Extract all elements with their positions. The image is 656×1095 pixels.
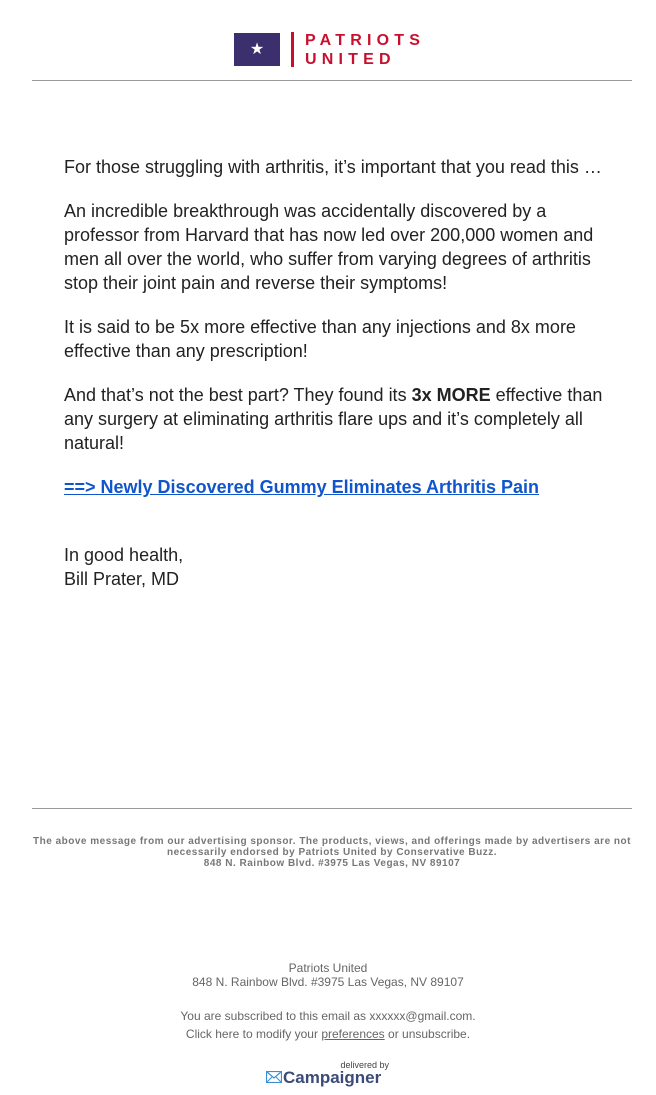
logo-divider: [291, 32, 294, 67]
modify-text-1: Click here to modify your: [185, 1027, 322, 1041]
campaigner-badge[interactable]: [265, 1060, 391, 1088]
disclaimer-address: 848 N. Rainbow Blvd. #3975 Las Vegas, NV 89107: [203, 858, 461, 869]
footer-divider: [32, 808, 632, 809]
patriots-united-logo[interactable]: [234, 32, 438, 68]
flag-block: [234, 33, 280, 66]
signature: [64, 543, 604, 591]
campaigner-logo-text: Campaigner: [283, 1068, 382, 1087]
cta-link[interactable]: ==> Newly Discovered Gummy Eliminates Arthritis Pain: [64, 477, 540, 497]
cta-paragraph: [64, 475, 604, 499]
email-footer: [0, 961, 656, 1041]
signature-name: Bill Prater, MD: [64, 569, 180, 589]
star-icon: ★: [249, 41, 265, 58]
best-part-bold: 3x MORE: [411, 385, 491, 405]
paragraph-effectiveness: It is said to be 5x more effective than any injections and 8x more effective than any prescription!: [64, 317, 576, 361]
sponsor-disclaimer: [32, 836, 632, 869]
footer-modify: [0, 1027, 656, 1041]
delivered-by-label: delivered by: [340, 1060, 389, 1070]
best-part-text-2: effective than any surgery at eliminating arthritis flare ups and it’s completely all natural!: [64, 385, 603, 453]
footer-org: Patriots United: [288, 961, 368, 975]
signature-greeting: In good health,: [64, 545, 184, 565]
modify-text-2: or unsubscribe.: [384, 1027, 471, 1041]
best-part-text-1: And that’s not the best part? They found its: [64, 385, 412, 405]
preferences-link[interactable]: preferences: [321, 1027, 385, 1041]
disclaimer-text: The above message from our advertising sponsor. The products, views, and offerings made by advertisers are not necessarily endorsed by Patriots United by Conservative Buzz.: [33, 836, 631, 858]
email-body: [64, 155, 604, 591]
envelope-icon: [266, 1071, 282, 1083]
paragraph-breakthrough: An incredible breakthrough was accidentally discovered by a professor from Harvard that has now led over 200,000 women and men all over the world, who suffer from varying degrees of arthritis stop their joint pain and reverse their symptoms!: [64, 201, 594, 293]
footer-subscribed: You are subscribed to this email as xxxxxx@gmail.com.: [180, 1009, 476, 1023]
logo-line-2: UNITED: [305, 51, 396, 68]
paragraph-intro: For those struggling with arthritis, it’s important that you read this …: [64, 157, 602, 177]
logo-line-1: PATRIOTS: [305, 32, 426, 49]
email-header: [32, 0, 632, 81]
logo-text: [305, 31, 425, 69]
footer-address: 848 N. Rainbow Blvd. #3975 Las Vegas, NV 89107: [192, 975, 464, 989]
paragraph-best-part: [64, 383, 604, 455]
